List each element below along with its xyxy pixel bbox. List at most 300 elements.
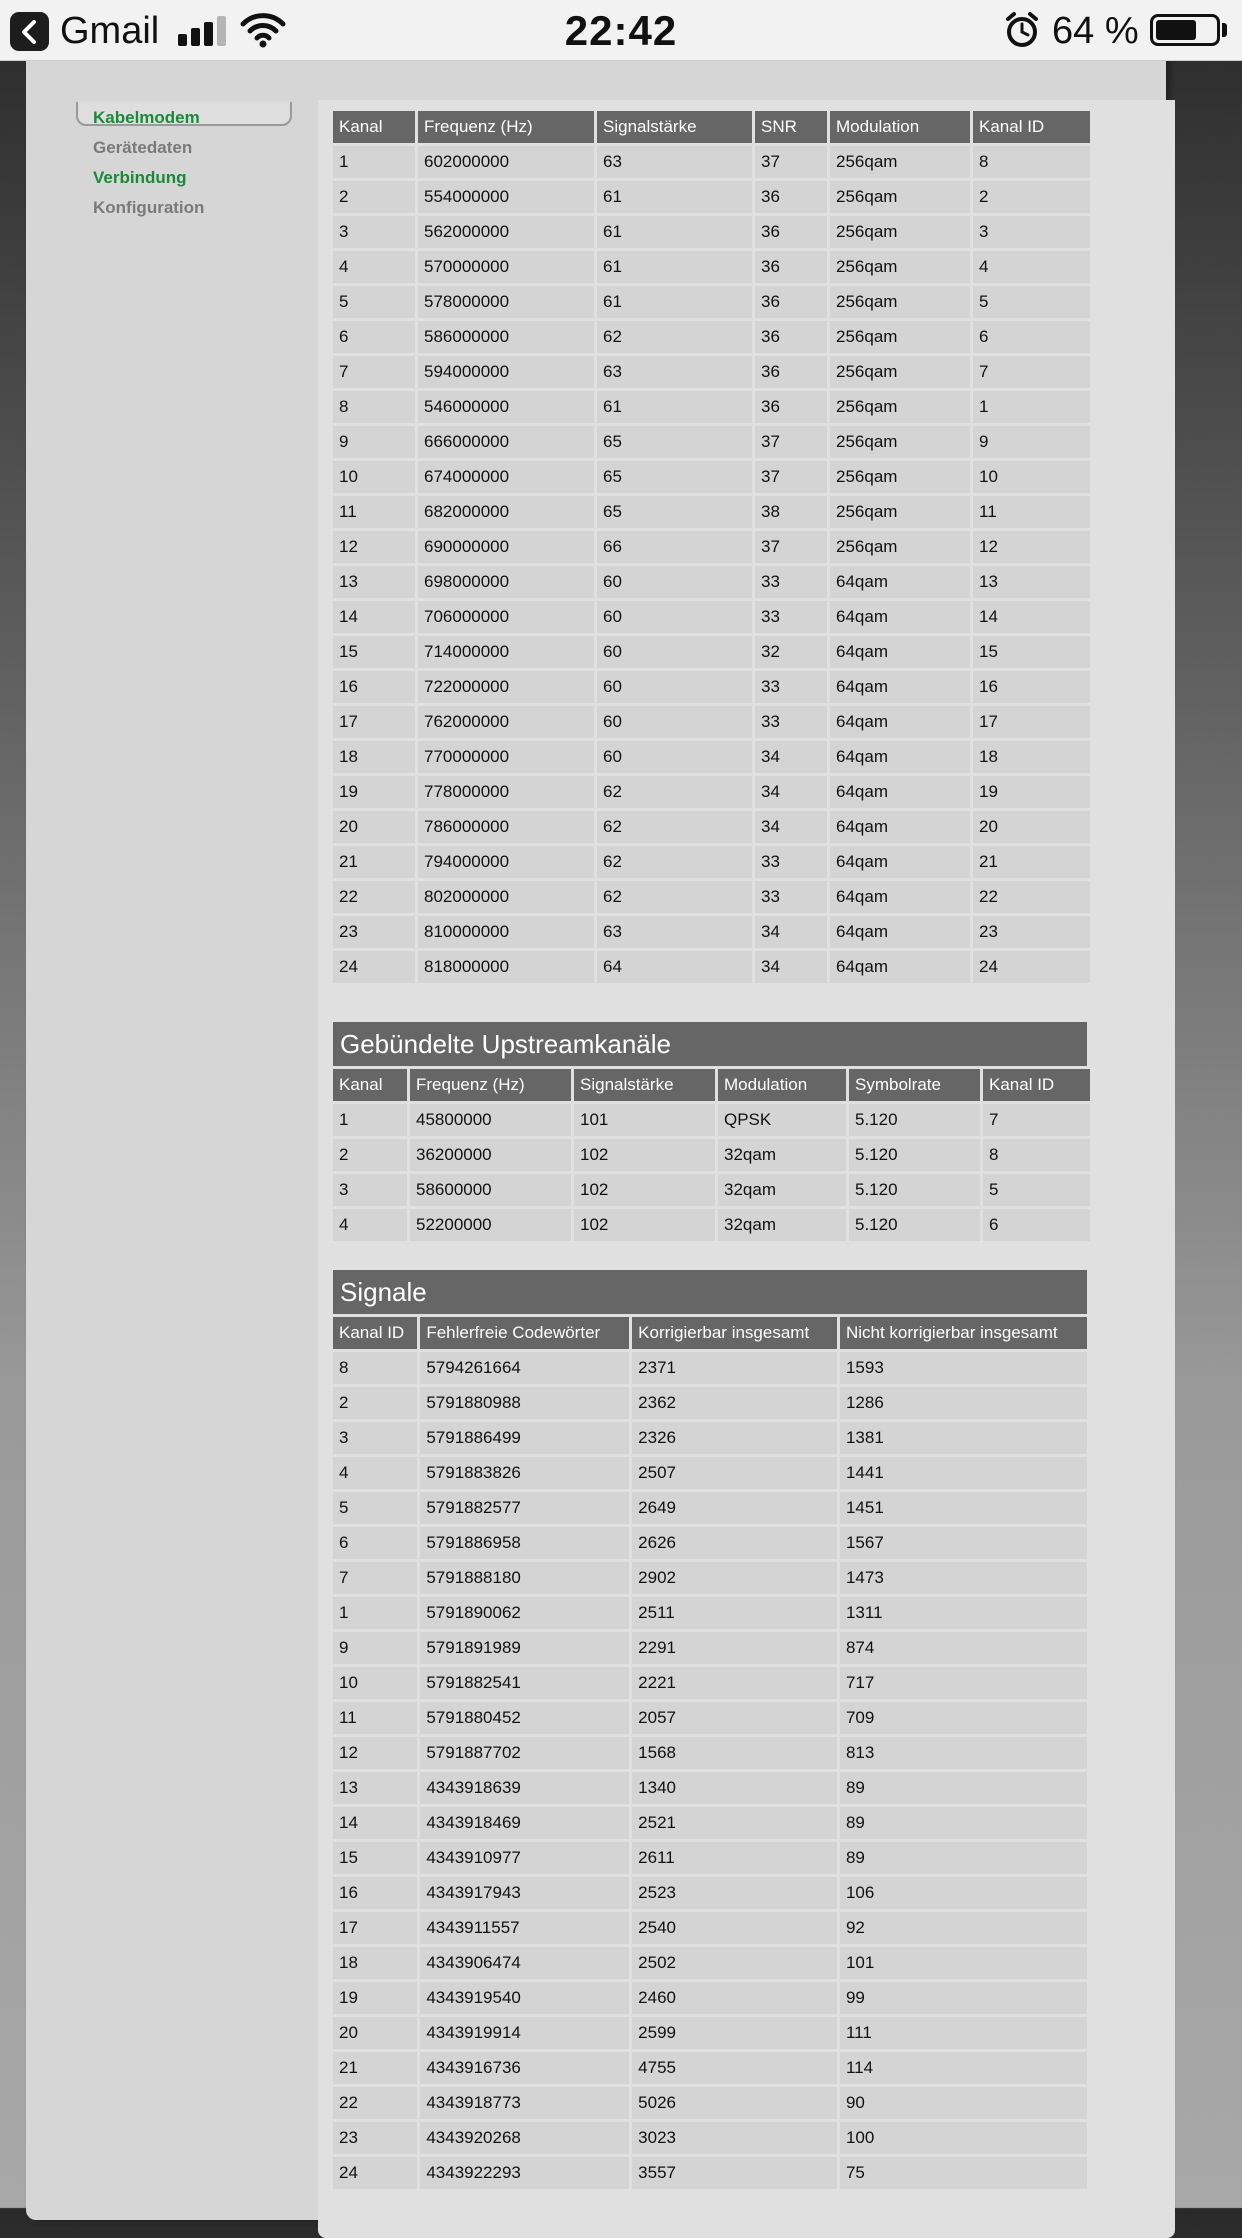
column-header: Kanal <box>333 111 415 143</box>
column-header: Kanal ID <box>973 111 1090 143</box>
table-cell: 4343922293 <box>420 2157 629 2189</box>
table-cell: 34 <box>755 951 827 983</box>
table-cell: 37 <box>755 531 827 563</box>
table-cell: 1381 <box>840 1422 1087 1454</box>
table-cell: 2502 <box>632 1947 837 1979</box>
table-cell: 1441 <box>840 1457 1087 1489</box>
table-row <box>333 1807 1087 1839</box>
table-cell: 63 <box>597 146 752 178</box>
table-cell: 21 <box>973 846 1090 878</box>
table-cell: 90 <box>840 2087 1087 2119</box>
table-cell: 89 <box>840 1807 1087 1839</box>
table-cell: 256qam <box>830 356 970 388</box>
table-cell: 64qam <box>830 811 970 843</box>
table-row <box>333 776 1090 808</box>
table-cell: 11 <box>973 496 1090 528</box>
table-cell: 256qam <box>830 216 970 248</box>
table-cell: 60 <box>597 741 752 773</box>
table-cell: 666000000 <box>418 426 594 458</box>
table-cell: 4 <box>333 1457 417 1489</box>
table-cell: 4343911557 <box>420 1912 629 1944</box>
table-cell: 34 <box>755 776 827 808</box>
status-bar <box>0 0 1242 61</box>
table-cell: 874 <box>840 1632 1087 1664</box>
table-cell: 32 <box>755 636 827 668</box>
table-cell: 714000000 <box>418 636 594 668</box>
table-cell: 10 <box>973 461 1090 493</box>
table-cell: 6 <box>973 321 1090 353</box>
table-cell: 2 <box>333 181 415 213</box>
table-row <box>333 636 1090 668</box>
table-cell: 102 <box>574 1139 715 1171</box>
nav-item-geraetedaten[interactable]: Gerätedaten <box>93 138 193 157</box>
table-cell: 717 <box>840 1667 1087 1699</box>
table-row <box>333 1387 1087 1419</box>
table-row <box>333 391 1090 423</box>
table-cell: 13 <box>333 566 415 598</box>
table-cell: 5.120 <box>849 1174 980 1206</box>
table-row <box>333 881 1090 913</box>
table-cell: 602000000 <box>418 146 594 178</box>
table-row <box>333 426 1090 458</box>
table-cell: 256qam <box>830 461 970 493</box>
table-cell: 63 <box>597 356 752 388</box>
table-cell: 36 <box>755 216 827 248</box>
table-cell: 15 <box>973 636 1090 668</box>
table-row <box>333 741 1090 773</box>
table-cell: 1286 <box>840 1387 1087 1419</box>
table-cell: 1567 <box>840 1527 1087 1559</box>
table-cell: 102 <box>574 1209 715 1241</box>
table-cell: 2626 <box>632 1527 837 1559</box>
table-cell: 4343918773 <box>420 2087 629 2119</box>
table-cell: 23 <box>973 916 1090 948</box>
table-cell: 5 <box>973 286 1090 318</box>
alarm-icon <box>1004 11 1040 49</box>
table-row <box>333 1877 1087 1909</box>
table-row <box>333 496 1090 528</box>
table-cell: 45800000 <box>410 1104 571 1136</box>
table-cell: 4343919914 <box>420 2017 629 2049</box>
signale-table <box>330 1314 1090 2192</box>
table-cell: 256qam <box>830 286 970 318</box>
table-cell: 37 <box>755 146 827 178</box>
column-header: Kanal ID <box>333 1317 417 1349</box>
table-cell: 63 <box>597 916 752 948</box>
column-header: Signalstärke <box>597 111 752 143</box>
table-cell: 5791882577 <box>420 1492 629 1524</box>
table-cell: 22 <box>333 881 415 913</box>
table-cell: 16 <box>333 671 415 703</box>
table-row <box>333 1702 1087 1734</box>
table-cell: 5 <box>333 1492 417 1524</box>
table-cell: 2523 <box>632 1877 837 1909</box>
table-cell: 15 <box>333 1842 417 1874</box>
table-cell: 2371 <box>632 1352 837 1384</box>
table-row <box>333 1947 1087 1979</box>
table-cell: 4 <box>333 1209 407 1241</box>
table-cell: 62 <box>597 811 752 843</box>
table-cell: 64qam <box>830 566 970 598</box>
table-cell: 22 <box>333 2087 417 2119</box>
table-cell: 1473 <box>840 1562 1087 1594</box>
table-cell: 1 <box>333 1597 417 1629</box>
table-cell: 33 <box>755 671 827 703</box>
table-cell: 14 <box>333 601 415 633</box>
table-cell: 19 <box>333 776 415 808</box>
table-cell: 64qam <box>830 706 970 738</box>
table-row <box>333 531 1090 563</box>
table-row <box>333 1457 1087 1489</box>
table-cell: 2 <box>973 181 1090 213</box>
column-header: Signalstärke <box>574 1069 715 1101</box>
table-cell: 2511 <box>632 1597 837 1629</box>
table-cell: 1 <box>333 1104 407 1136</box>
table-cell: 89 <box>840 1772 1087 1804</box>
table-cell: 62 <box>597 321 752 353</box>
table-cell: 546000000 <box>418 391 594 423</box>
table-cell: 690000000 <box>418 531 594 563</box>
table-cell: 12 <box>333 531 415 563</box>
table-cell: 64qam <box>830 951 970 983</box>
table-cell: 4343917943 <box>420 1877 629 1909</box>
table-row <box>333 846 1090 878</box>
battery-tip <box>1222 23 1227 37</box>
table-cell: 8 <box>983 1139 1090 1171</box>
table-cell: 3 <box>333 1422 417 1454</box>
table-cell: 19 <box>333 1982 417 2014</box>
table-cell: 36 <box>755 251 827 283</box>
table-cell: 111 <box>840 2017 1087 2049</box>
table-cell: 810000000 <box>418 916 594 948</box>
table-cell: 16 <box>973 671 1090 703</box>
column-header: Frequenz (Hz) <box>410 1069 571 1101</box>
column-header: SNR <box>755 111 827 143</box>
table-cell: 20 <box>333 2017 417 2049</box>
table-cell: 2291 <box>632 1632 837 1664</box>
table-cell: 5794261664 <box>420 1352 629 1384</box>
table-header-row <box>333 1317 1087 1349</box>
table-row <box>333 1174 1090 1206</box>
table-cell: 17 <box>333 1912 417 1944</box>
table-cell: 23 <box>333 916 415 948</box>
table-cell: 106 <box>840 1877 1087 1909</box>
battery-percentage: 64 % <box>1052 10 1139 52</box>
table-cell: 60 <box>597 601 752 633</box>
table-cell: 570000000 <box>418 251 594 283</box>
table-cell: 12 <box>973 531 1090 563</box>
table-cell: 20 <box>973 811 1090 843</box>
table-row <box>333 251 1090 283</box>
table-cell: 65 <box>597 461 752 493</box>
table-header-row <box>333 111 1090 143</box>
table-cell: 7 <box>973 356 1090 388</box>
table-cell: 13 <box>333 1772 417 1804</box>
table-cell: 64qam <box>830 636 970 668</box>
table-cell: 4343918639 <box>420 1772 629 1804</box>
nav-item-verbindung[interactable]: Verbindung <box>93 168 187 187</box>
table-cell: 5026 <box>632 2087 837 2119</box>
upstream-table <box>330 1066 1093 1244</box>
table-cell: 24 <box>973 951 1090 983</box>
table-cell: 2902 <box>632 1562 837 1594</box>
table-cell: 36200000 <box>410 1139 571 1171</box>
table-row <box>333 1632 1087 1664</box>
table-cell: 1340 <box>632 1772 837 1804</box>
table-cell: 61 <box>597 391 752 423</box>
table-cell: 34 <box>755 741 827 773</box>
table-cell: 12 <box>333 1737 417 1769</box>
table-cell: 5791886958 <box>420 1527 629 1559</box>
table-cell: 698000000 <box>418 566 594 598</box>
column-header: Korrigierbar insgesamt <box>632 1317 837 1349</box>
table-cell: 8 <box>973 146 1090 178</box>
table-cell: 4343919540 <box>420 1982 629 2014</box>
table-cell: 7 <box>333 1562 417 1594</box>
table-cell: 33 <box>755 846 827 878</box>
table-row <box>333 1982 1087 2014</box>
table-cell: 8 <box>333 391 415 423</box>
table-cell: 58600000 <box>410 1174 571 1206</box>
table-cell: 64qam <box>830 741 970 773</box>
column-header: Fehlerfreie Codewörter <box>420 1317 629 1349</box>
table-cell: 2 <box>333 1387 417 1419</box>
main-content <box>318 100 1175 2238</box>
signale-section-title: Signale <box>333 1270 1087 1314</box>
table-cell: 5791887702 <box>420 1737 629 1769</box>
table-row <box>333 566 1090 598</box>
table-cell: 5791890062 <box>420 1597 629 1629</box>
table-cell: 1593 <box>840 1352 1087 1384</box>
table-cell: 36 <box>755 391 827 423</box>
table-cell: 5791891989 <box>420 1632 629 1664</box>
table-cell: 2540 <box>632 1912 837 1944</box>
table-cell: QPSK <box>718 1104 846 1136</box>
table-cell: 256qam <box>830 426 970 458</box>
table-cell: 64qam <box>830 881 970 913</box>
table-cell: 16 <box>333 1877 417 1909</box>
table-cell: 578000000 <box>418 286 594 318</box>
table-cell: 256qam <box>830 531 970 563</box>
table-row <box>333 216 1090 248</box>
table-cell: 586000000 <box>418 321 594 353</box>
table-cell: 3 <box>333 216 415 248</box>
table-cell: 2599 <box>632 2017 837 2049</box>
table-cell: 7 <box>333 356 415 388</box>
table-cell: 19 <box>973 776 1090 808</box>
table-cell: 4343916736 <box>420 2052 629 2084</box>
table-cell: 22 <box>973 881 1090 913</box>
table-cell: 114 <box>840 2052 1087 2084</box>
table-cell: 5791883826 <box>420 1457 629 1489</box>
column-header: Kanal <box>333 1069 407 1101</box>
table-cell: 1311 <box>840 1597 1087 1629</box>
table-row <box>333 951 1090 983</box>
table-cell: 13 <box>973 566 1090 598</box>
table-row <box>333 2087 1087 2119</box>
table-cell: 17 <box>973 706 1090 738</box>
table-cell: 594000000 <box>418 356 594 388</box>
upstream-section-title: Gebündelte Upstreamkanäle <box>333 1022 1087 1066</box>
table-cell: 2649 <box>632 1492 837 1524</box>
table-cell: 2057 <box>632 1702 837 1734</box>
table-cell: 256qam <box>830 181 970 213</box>
table-row <box>333 811 1090 843</box>
table-cell: 256qam <box>830 146 970 178</box>
table-cell: 762000000 <box>418 706 594 738</box>
table-cell: 802000000 <box>418 881 594 913</box>
table-cell: 64qam <box>830 916 970 948</box>
table-cell: 65 <box>597 496 752 528</box>
table-row <box>333 181 1090 213</box>
table-cell: 682000000 <box>418 496 594 528</box>
table-cell: 66 <box>597 531 752 563</box>
table-cell: 52200000 <box>410 1209 571 1241</box>
table-cell: 11 <box>333 1702 417 1734</box>
table-row <box>333 2157 1087 2189</box>
table-row <box>333 461 1090 493</box>
table-cell: 21 <box>333 846 415 878</box>
table-cell: 62 <box>597 881 752 913</box>
table-cell: 15 <box>333 636 415 668</box>
table-cell: 33 <box>755 601 827 633</box>
table-cell: 18 <box>333 1947 417 1979</box>
table-row <box>333 1737 1087 1769</box>
table-row <box>333 1209 1090 1241</box>
table-row <box>333 1422 1087 1454</box>
table-cell: 32qam <box>718 1174 846 1206</box>
table-row <box>333 706 1090 738</box>
table-row <box>333 1139 1090 1171</box>
table-row <box>333 356 1090 388</box>
table-header-row <box>333 1069 1090 1101</box>
table-cell: 3 <box>973 216 1090 248</box>
table-cell: 10 <box>333 461 415 493</box>
table-cell: 36 <box>755 286 827 318</box>
table-cell: 92 <box>840 1912 1087 1944</box>
table-cell: 5791886499 <box>420 1422 629 1454</box>
table-cell: 4 <box>973 251 1090 283</box>
table-cell: 33 <box>755 706 827 738</box>
table-cell: 770000000 <box>418 741 594 773</box>
table-cell: 5.120 <box>849 1104 980 1136</box>
column-header: Symbolrate <box>849 1069 980 1101</box>
column-header: Kanal ID <box>983 1069 1090 1101</box>
table-cell: 778000000 <box>418 776 594 808</box>
table-cell: 5 <box>983 1174 1090 1206</box>
table-cell: 18 <box>973 741 1090 773</box>
router-page <box>26 50 1166 2220</box>
table-cell: 722000000 <box>418 671 594 703</box>
table-cell: 33 <box>755 566 827 598</box>
table-cell: 5.120 <box>849 1139 980 1171</box>
table-row <box>333 1527 1087 1559</box>
table-row <box>333 1492 1087 1524</box>
table-cell: 7 <box>983 1104 1090 1136</box>
table-cell: 5.120 <box>849 1209 980 1241</box>
table-row <box>333 1912 1087 1944</box>
table-cell: 21 <box>333 2052 417 2084</box>
table-cell: 38 <box>755 496 827 528</box>
table-row <box>333 1772 1087 1804</box>
table-cell: 36 <box>755 356 827 388</box>
table-cell: 4755 <box>632 2052 837 2084</box>
status-time: 22:42 <box>564 7 678 54</box>
nav-item-konfiguration[interactable]: Konfiguration <box>93 198 205 217</box>
table-cell: 562000000 <box>418 216 594 248</box>
nav-item-kabelmodem[interactable]: Kabelmodem <box>93 108 200 127</box>
table-cell: 1 <box>333 146 415 178</box>
table-cell: 60 <box>597 636 752 668</box>
table-cell: 5791880452 <box>420 1702 629 1734</box>
table-cell: 61 <box>597 286 752 318</box>
table-cell: 10 <box>333 1667 417 1699</box>
table-cell: 6 <box>333 321 415 353</box>
table-row <box>333 286 1090 318</box>
table-row <box>333 2017 1087 2049</box>
table-cell: 6 <box>333 1527 417 1559</box>
column-header: Modulation <box>718 1069 846 1101</box>
table-cell: 61 <box>597 251 752 283</box>
table-cell: 61 <box>597 181 752 213</box>
table-cell: 61 <box>597 216 752 248</box>
table-cell: 2611 <box>632 1842 837 1874</box>
table-cell: 33 <box>755 881 827 913</box>
back-app-label[interactable]: Gmail <box>60 10 160 52</box>
table-cell: 2326 <box>632 1422 837 1454</box>
table-cell: 256qam <box>830 496 970 528</box>
table-row <box>333 1667 1087 1699</box>
table-cell: 1451 <box>840 1492 1087 1524</box>
table-row <box>333 2052 1087 2084</box>
table-cell: 8 <box>333 1352 417 1384</box>
table-cell: 64qam <box>830 601 970 633</box>
table-cell: 709 <box>840 1702 1087 1734</box>
table-cell: 24 <box>333 2157 417 2189</box>
table-cell: 5791882541 <box>420 1667 629 1699</box>
table-cell: 60 <box>597 671 752 703</box>
table-cell: 674000000 <box>418 461 594 493</box>
table-cell: 34 <box>755 811 827 843</box>
table-row <box>333 601 1090 633</box>
table-cell: 64qam <box>830 671 970 703</box>
table-cell: 9 <box>973 426 1090 458</box>
table-cell: 37 <box>755 461 827 493</box>
table-cell: 64 <box>597 951 752 983</box>
table-cell: 60 <box>597 706 752 738</box>
table-row <box>333 2122 1087 2154</box>
table-cell: 2521 <box>632 1807 837 1839</box>
table-cell: 256qam <box>830 251 970 283</box>
table-cell: 256qam <box>830 391 970 423</box>
table-cell: 5 <box>333 286 415 318</box>
table-cell: 2362 <box>632 1387 837 1419</box>
battery-icon <box>1150 14 1220 46</box>
table-cell: 786000000 <box>418 811 594 843</box>
table-cell: 75 <box>840 2157 1087 2189</box>
table-cell: 554000000 <box>418 181 594 213</box>
table-cell: 36 <box>755 321 827 353</box>
table-cell: 2 <box>333 1139 407 1171</box>
table-cell: 99 <box>840 1982 1087 2014</box>
table-row <box>333 1352 1087 1384</box>
table-cell: 24 <box>333 951 415 983</box>
table-cell: 14 <box>973 601 1090 633</box>
table-cell: 813 <box>840 1737 1087 1769</box>
table-cell: 60 <box>597 566 752 598</box>
table-cell: 18 <box>333 741 415 773</box>
table-cell: 794000000 <box>418 846 594 878</box>
